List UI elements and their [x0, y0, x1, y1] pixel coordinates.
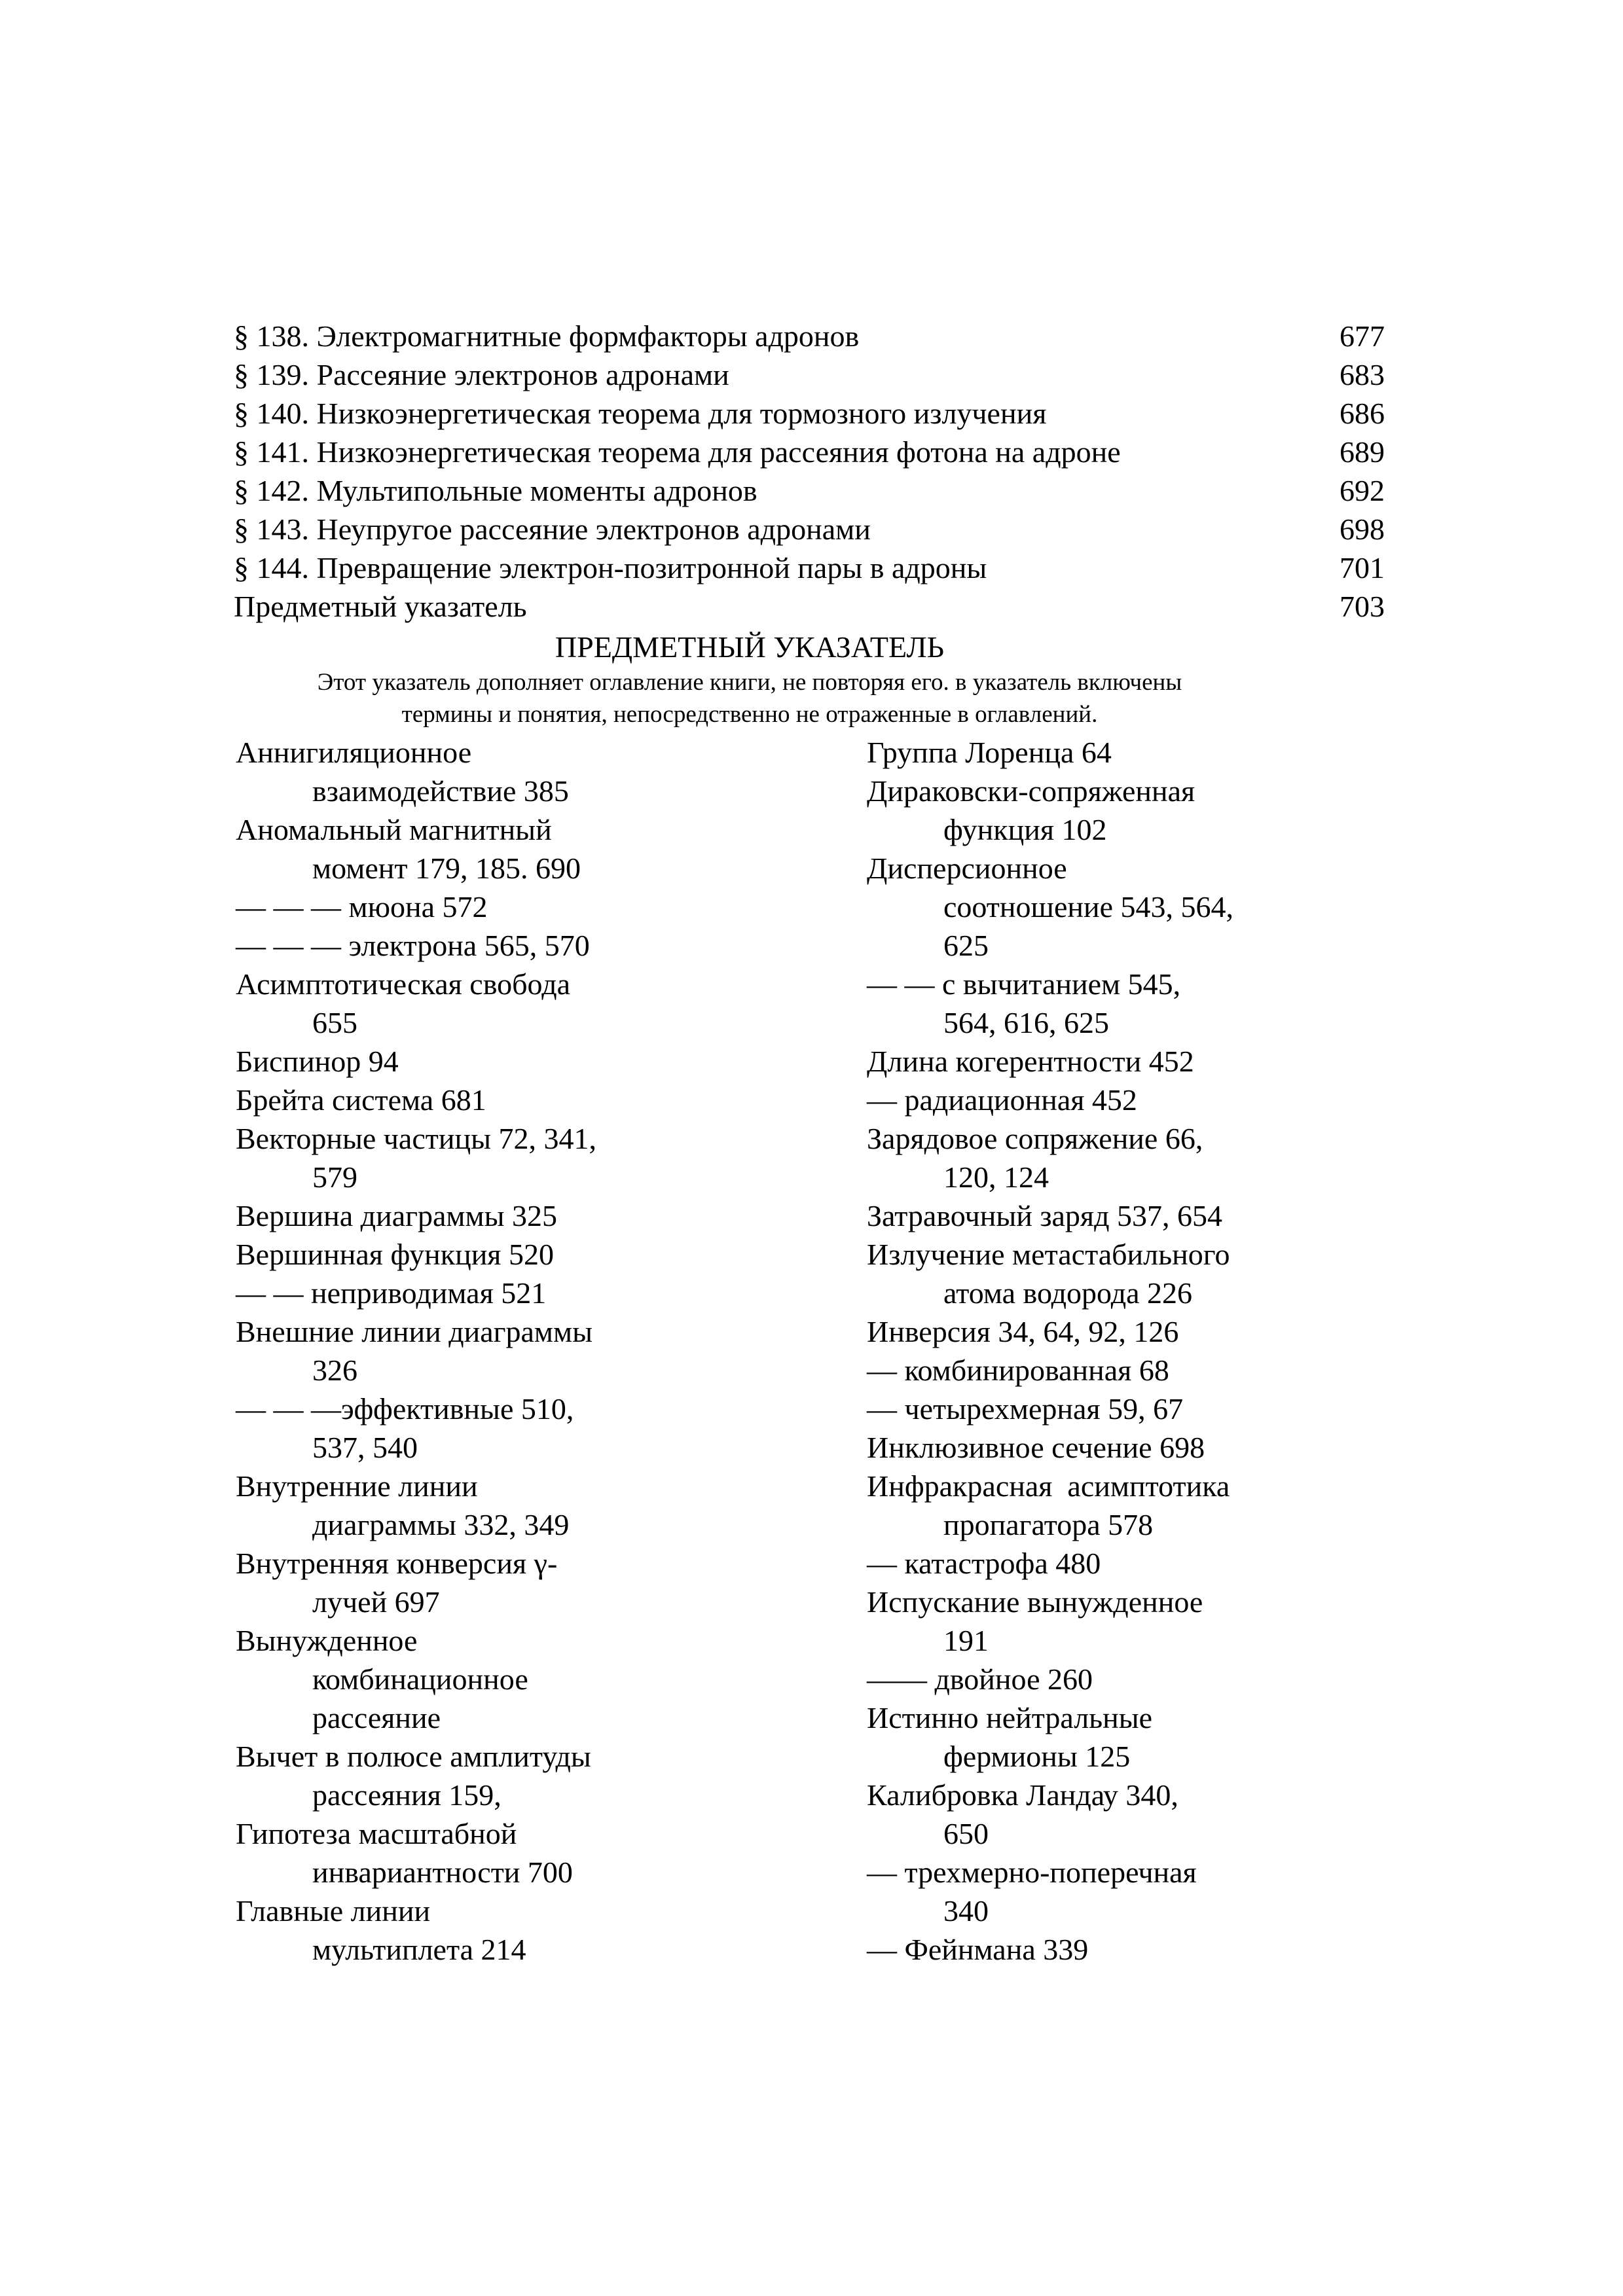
- index-entry: Группа Лоренца 64: [867, 736, 1112, 769]
- index-entry: 579: [312, 1160, 357, 1194]
- index-entry: 650: [943, 1817, 989, 1850]
- toc-title: § 144. Превращение электрон-позитронной пары в адроны: [234, 551, 987, 584]
- index-entry: 655: [312, 1006, 357, 1039]
- index-entry: Дисперсионное: [867, 852, 1067, 885]
- index-entry: — катастрофа 480: [867, 1547, 1101, 1580]
- index-entry: Внутренние линии: [236, 1469, 478, 1503]
- index-entry: рассеяние: [312, 1701, 441, 1734]
- index-entry: 191: [943, 1624, 989, 1657]
- toc-row: [234, 355, 1385, 394]
- index-entry: фермионы 125: [943, 1740, 1131, 1773]
- index-entry: атома водорода 226: [943, 1276, 1193, 1310]
- toc-row: [234, 317, 1385, 355]
- index-entry: Истинно нейтральные: [867, 1701, 1153, 1734]
- index-entry: 326: [312, 1354, 357, 1387]
- toc-title: § 141. Низкоэнергетическая теорема для рассеяния фотона на адроне: [234, 435, 1121, 469]
- index-entry: Калибровка Ландау 340,: [867, 1778, 1178, 1812]
- index-entry: Зарядовое сопряжение 66,: [867, 1122, 1203, 1155]
- index-entry: — — —эффективные 510,: [236, 1392, 574, 1426]
- index-entry: Асимптотическая свобода: [236, 967, 571, 1001]
- toc-title: Предметный указатель: [234, 590, 527, 623]
- index-note: [0, 666, 1499, 730]
- index-entry: диаграммы 332, 349: [312, 1508, 570, 1541]
- index-note-line: термины и понятия, непосредственно не отраженные в оглавлений.: [401, 701, 1098, 728]
- toc-title: § 143. Неупругое рассеяние электронов адронами: [234, 512, 871, 546]
- index-entry: Аннигиляционное: [236, 736, 472, 769]
- toc-title: § 140. Низкоэнергетическая теорема для тормозного излучения: [234, 397, 1047, 430]
- index-entry: — — неприводимая 521: [236, 1276, 547, 1310]
- toc-row: [234, 433, 1385, 471]
- index-entry: Вынужденное: [236, 1624, 418, 1657]
- index-entry: 340: [943, 1894, 989, 1928]
- toc-page: 701: [1340, 551, 1385, 584]
- index-entry: — — — мюона 572: [236, 890, 488, 924]
- index-entry: Вершинная функция 520: [236, 1238, 554, 1271]
- index-entry: момент 179, 185. 690: [312, 852, 581, 885]
- index-entry: Инфракрасная асимптотика: [867, 1469, 1230, 1503]
- toc-row: [234, 587, 1385, 626]
- index-entry: Дираковски-сопряженная: [867, 774, 1195, 808]
- toc-row: [234, 394, 1385, 433]
- index-right-column: [867, 733, 1489, 1969]
- table-of-contents: [234, 317, 1385, 626]
- index-entry: Вычет в полюсе амплитуды: [236, 1740, 591, 1773]
- index-entry: Гипотеза масштабной: [236, 1817, 517, 1850]
- index-entry: Внутренняя конверсия γ-: [236, 1547, 558, 1580]
- index-entry: — трехмерно-поперечная: [867, 1856, 1197, 1889]
- index-entry: Излучение метастабильного: [867, 1238, 1230, 1271]
- index-entry: лучей 697: [312, 1585, 440, 1619]
- toc-row: [234, 510, 1385, 548]
- index-entry: Инверсия 34, 64, 92, 126: [867, 1315, 1179, 1348]
- index-entry: Вершина диаграммы 325: [236, 1199, 558, 1232]
- toc-page: 698: [1340, 512, 1385, 546]
- index-entry: Затравочный заряд 537, 654: [867, 1199, 1222, 1232]
- index-entry: — — с вычитанием 545,: [867, 967, 1181, 1001]
- index-entry: Биспинор 94: [236, 1045, 399, 1078]
- index-entry: 625: [943, 929, 989, 962]
- index-entry: — Фейнмана 339: [867, 1933, 1089, 1966]
- index-entry: Длина когерентности 452: [867, 1045, 1194, 1078]
- toc-title: § 138. Электромагнитные формфакторы адронов: [234, 319, 860, 353]
- toc-title: § 142. Мультипольные моменты адронов: [234, 474, 757, 507]
- index-entry: —— двойное 260: [867, 1662, 1093, 1696]
- index-entry: — — — электрона 565, 570: [236, 929, 590, 962]
- index-entry: взаимодействие 385: [312, 774, 569, 808]
- index-entry: — четырехмерная 59, 67: [867, 1392, 1184, 1426]
- index-entry: 120, 124: [943, 1160, 1049, 1194]
- index-entry: соотношение 543, 564,: [943, 890, 1234, 924]
- index-entry: Брейта система 681: [236, 1083, 486, 1117]
- index-heading: ПРЕДМЕТНЫЙ УКАЗАТЕЛЬ: [555, 630, 945, 664]
- index-entry: — комбинированная 68: [867, 1354, 1169, 1387]
- toc-page: 683: [1340, 358, 1385, 391]
- toc-page: 686: [1340, 397, 1385, 430]
- index-entry: функция 102: [943, 813, 1107, 846]
- toc-row: [234, 471, 1385, 510]
- index-entry: мультиплета 214: [312, 1933, 526, 1966]
- index-entry: Инклюзивное сечение 698: [867, 1431, 1205, 1464]
- toc-page: 703: [1340, 590, 1385, 623]
- index-entry: Испускание вынужденное: [867, 1585, 1203, 1619]
- index-entry: 564, 616, 625: [943, 1006, 1109, 1039]
- index-entry: инвариантности 700: [312, 1856, 573, 1889]
- index-entry: 537, 540: [312, 1431, 418, 1464]
- index-entry: Векторные частицы 72, 341,: [236, 1122, 596, 1155]
- index-note-line: Этот указатель дополняет оглавление книги, не повторяя его. в указатель включены: [317, 669, 1182, 696]
- index-entry: Аномальный магнитный: [236, 813, 552, 846]
- toc-page: 677: [1340, 319, 1385, 353]
- index-entry: Главные линии: [236, 1894, 431, 1928]
- index-entry: рассеяния 159,: [312, 1778, 501, 1812]
- index-entry: Внешние линии диаграммы: [236, 1315, 593, 1348]
- index-entry: комбинационное: [312, 1662, 528, 1696]
- index-entry: пропагатора 578: [943, 1508, 1154, 1541]
- toc-page: 689: [1340, 435, 1385, 469]
- index-left-column: [236, 733, 825, 1969]
- toc-row: [234, 548, 1385, 587]
- toc-page: 692: [1340, 474, 1385, 507]
- toc-title: § 139. Рассеяние электронов адронами: [234, 358, 729, 391]
- index-entry: — радиационная 452: [867, 1083, 1137, 1117]
